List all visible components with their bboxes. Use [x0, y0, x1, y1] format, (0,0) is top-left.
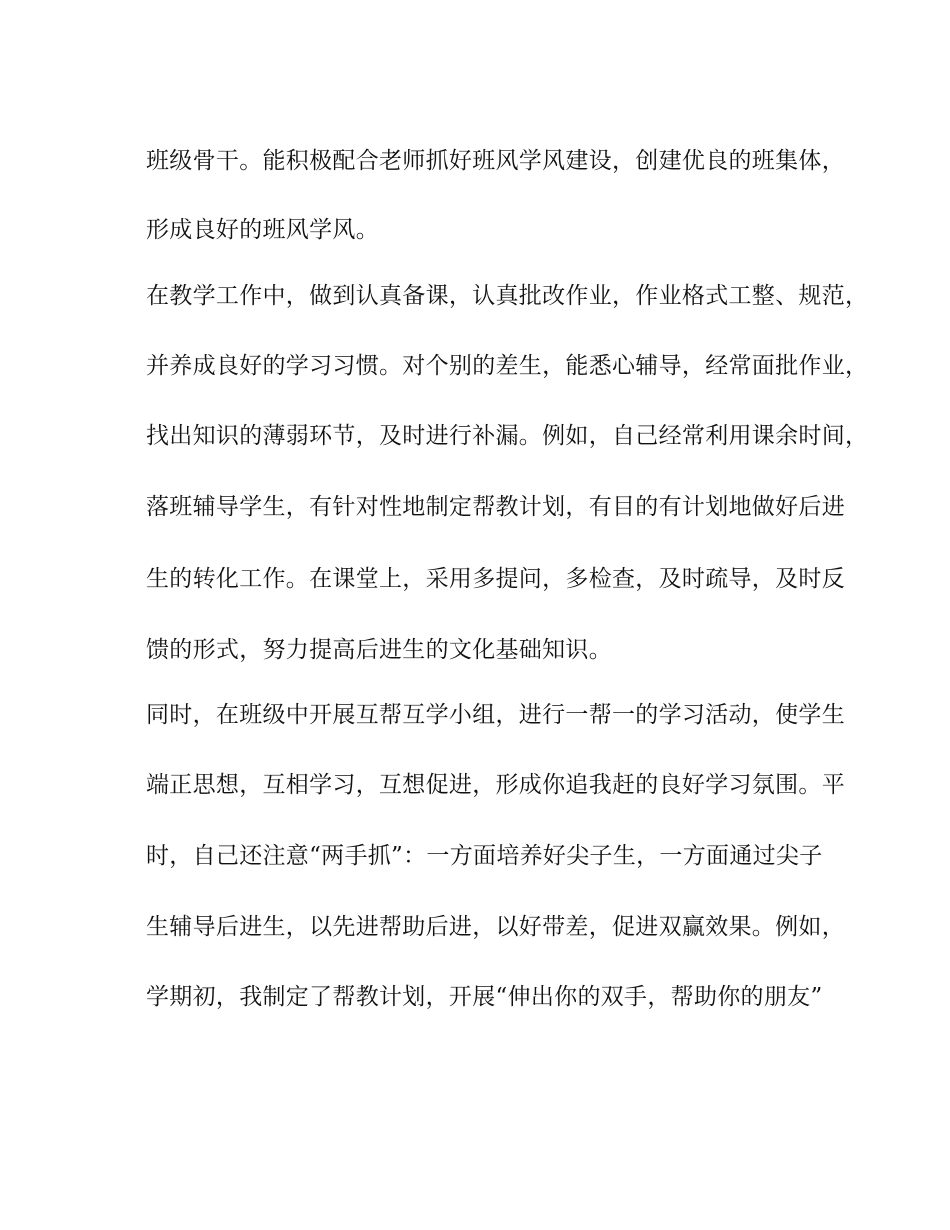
text-line-6: 落班辅导学生，有针对性地制定帮教计划，有目的有计划地做好后进: [146, 494, 845, 520]
text-line-1: 班级骨干。能积极配合老师抓好班风学风建设，创建优良的班集体，: [146, 148, 845, 174]
text-line-9: 同时，在班级中开展互帮互学小组，进行一帮一的学习活动，使学生: [146, 702, 845, 728]
text-line-11: 时，自己还注意“两手抓”：一方面培养好尖子生，一方面通过尖子: [146, 843, 823, 869]
text-line-5: 找出知识的薄弱环节，及时进行补漏。例如，自己经常利用课余时间，: [146, 423, 869, 449]
text-line-12: 生辅导后进生，以先进帮助后进，以好带差，促进双赢效果。例如，: [146, 914, 845, 940]
text-line-8: 馈的形式，努力提高后进生的文化基础知识。: [146, 637, 612, 663]
text-line-3: 在教学工作中，做到认真备课，认真批改作业，作业格式工整、规范，: [146, 283, 869, 309]
text-line-10: 端正思想，互相学习，互想促进，形成你追我赶的良好学习氛围。平: [146, 772, 845, 798]
text-line-4: 并养成良好的学习习惯。对个别的差生，能悉心辅导，经常面批作业，: [146, 353, 869, 379]
text-line-7: 生的转化工作。在课堂上，采用多提问，多检查，及时疏导，及时反: [146, 566, 845, 592]
text-line-13: 学期初，我制定了帮教计划，开展“伸出你的双手，帮助你的朋友”: [146, 984, 823, 1010]
text-line-2: 形成良好的班风学风。: [146, 217, 379, 243]
